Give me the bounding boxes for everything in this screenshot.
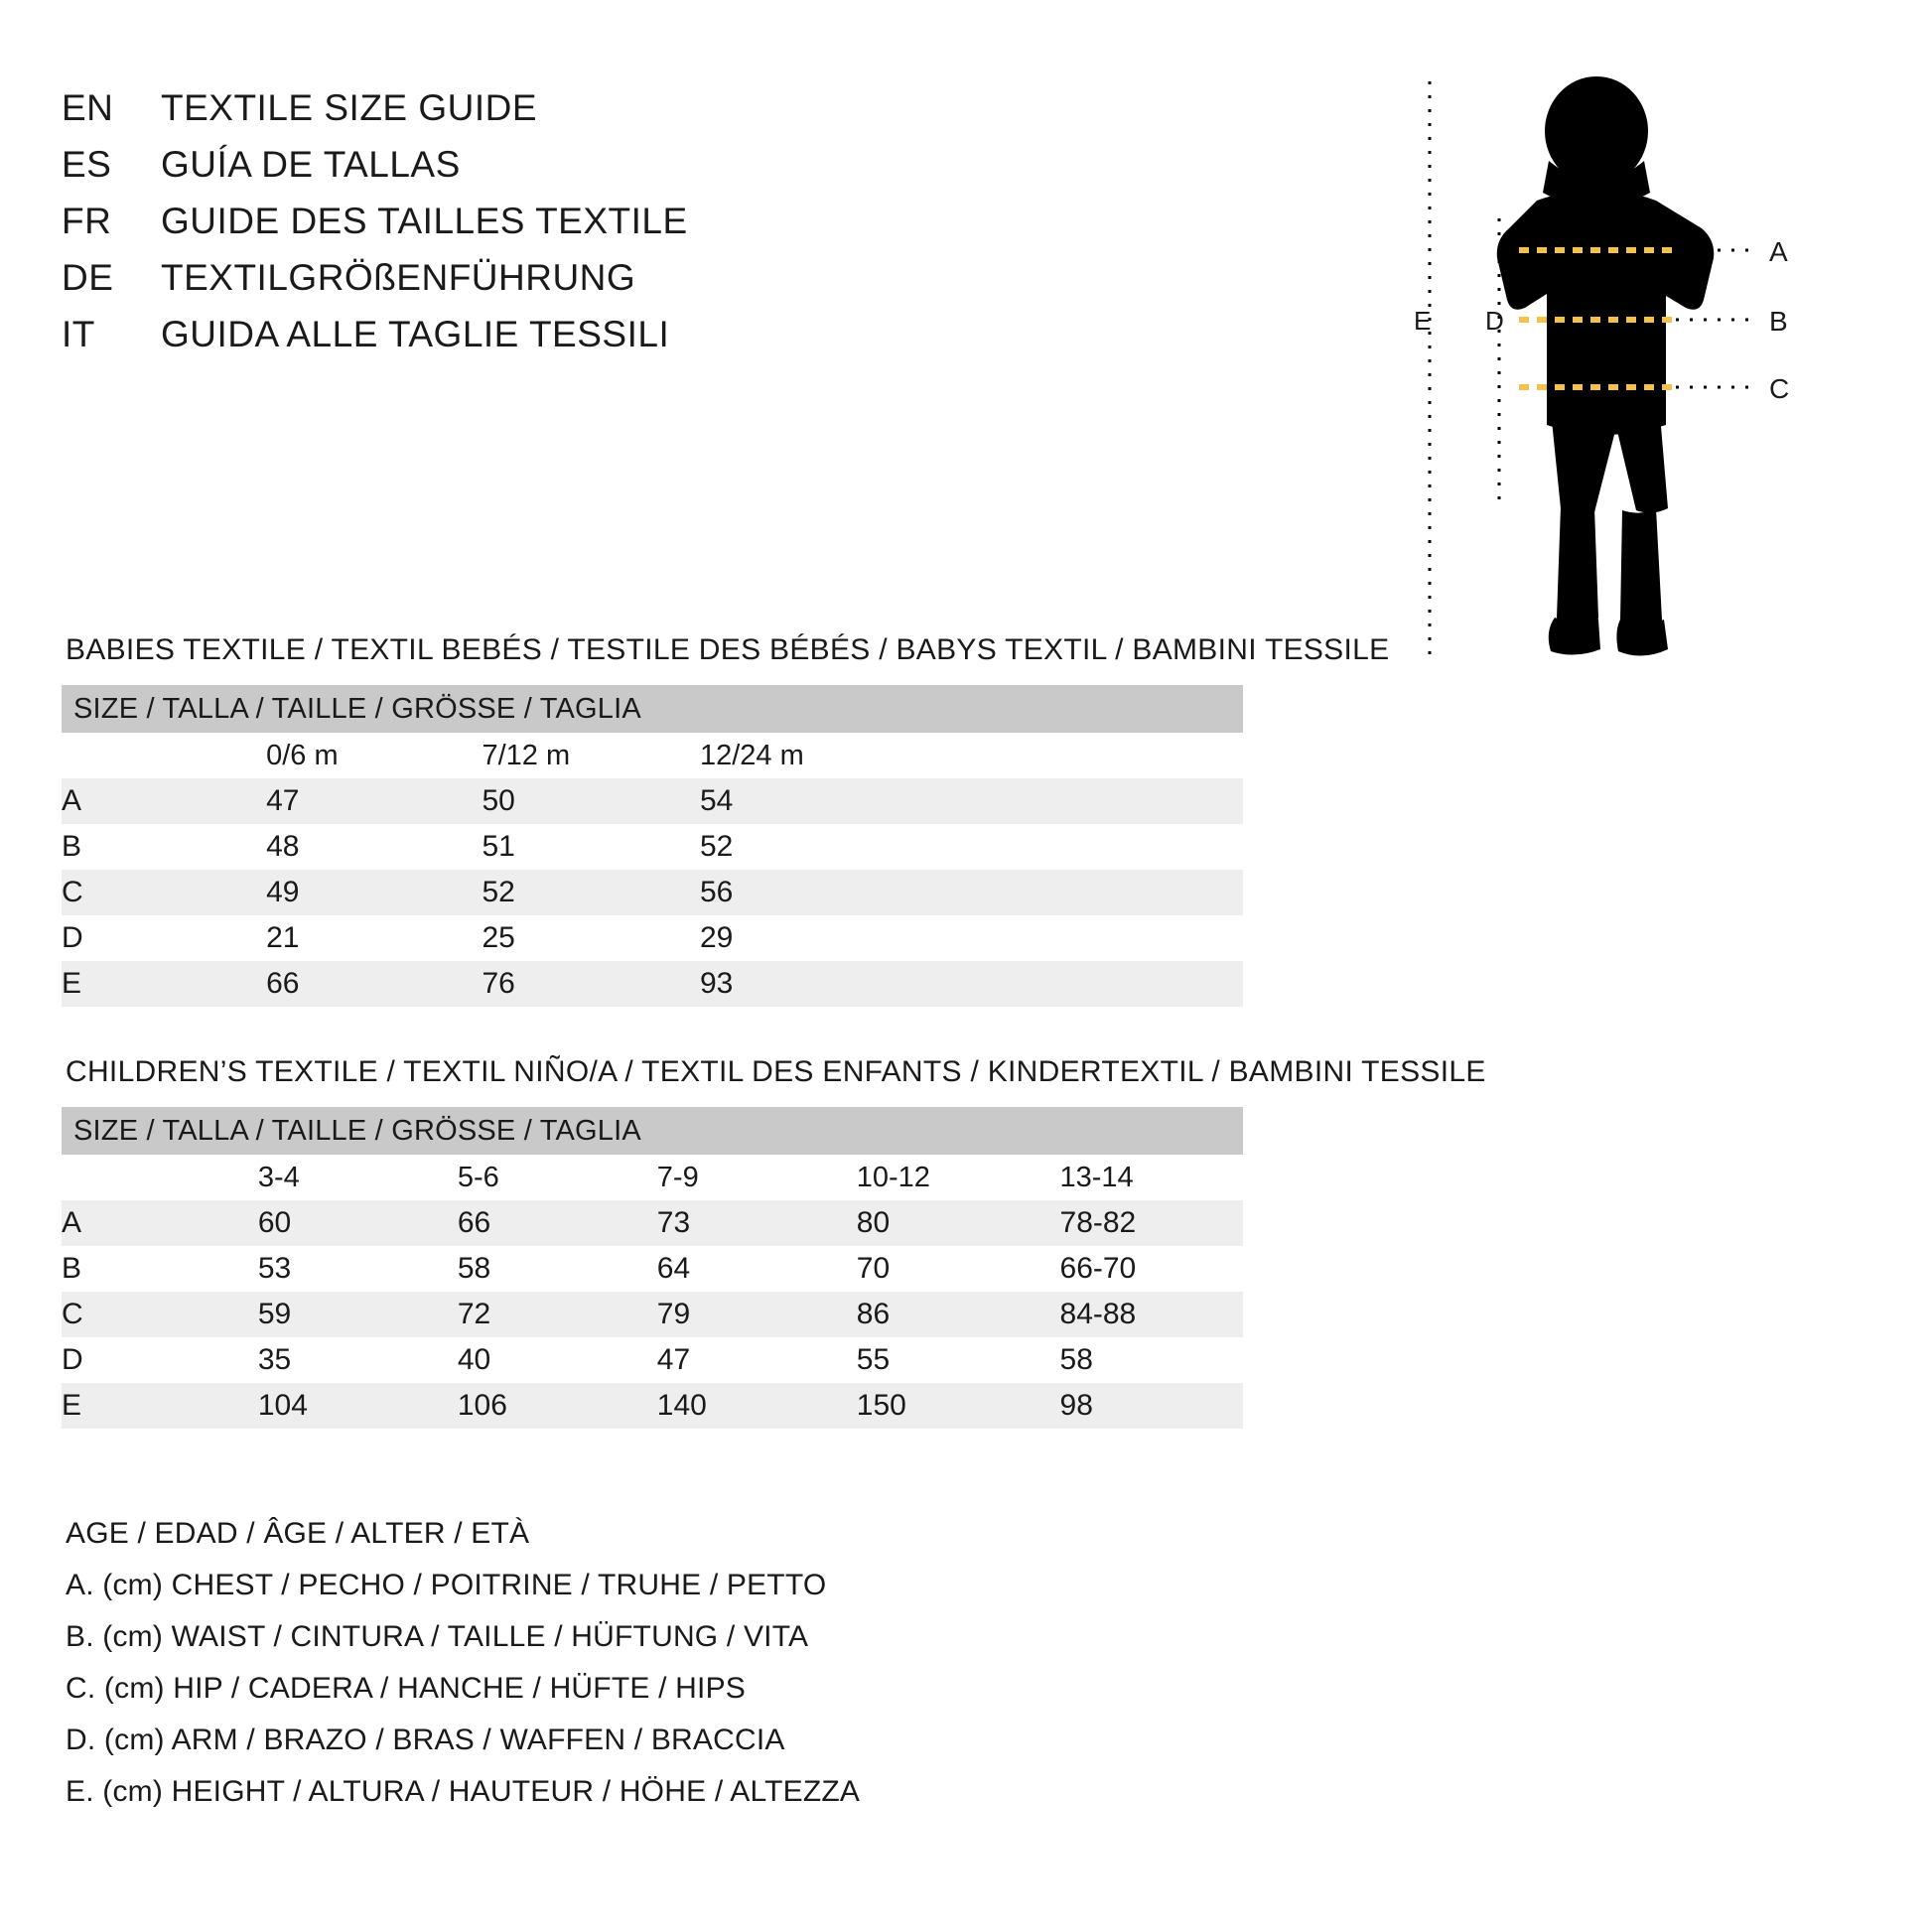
table-row <box>62 1383 1243 1429</box>
table-header-label: SIZE / TALLA / TAILLE / GRÖSSE / TAGLIA <box>62 685 1243 733</box>
row-value: 79 <box>627 1292 827 1337</box>
row-value: 21 <box>147 915 452 961</box>
table-row <box>62 961 1243 1007</box>
language-row <box>62 314 1104 370</box>
row-label: E <box>62 1383 139 1429</box>
language-title: GUÍA DE TALLAS <box>161 144 461 185</box>
row-label: D <box>62 915 147 961</box>
row-value: 49 <box>147 870 452 915</box>
column-header-row <box>62 1155 1243 1200</box>
babies-section-title: BABIES TEXTILE / TEXTIL BEBÉS / TESTILE DES BÉBÉS / BABYS TEXTIL / BAMBINI TESSILE <box>66 633 1390 666</box>
row-value: 104 <box>139 1383 428 1429</box>
row-label: C <box>62 1292 139 1337</box>
figure-label-b: B <box>1769 306 1788 337</box>
row-value: 84-88 <box>1031 1292 1243 1337</box>
language-title: TEXTILE SIZE GUIDE <box>161 87 538 128</box>
column-header: 12/24 m <box>670 733 1243 778</box>
row-label: A <box>62 778 147 824</box>
row-value: 48 <box>147 824 452 870</box>
row-value: 58 <box>428 1246 627 1292</box>
language-row <box>62 257 1104 314</box>
column-header: 0/6 m <box>147 733 452 778</box>
language-title: GUIDE DES TAILLES TEXTILE <box>161 201 688 241</box>
row-label: A <box>62 1200 139 1246</box>
table-row <box>62 870 1243 915</box>
row-label: B <box>62 1246 139 1292</box>
table-header-label: SIZE / TALLA / TAILLE / GRÖSSE / TAGLIA <box>62 1107 1243 1155</box>
legend-line: C. (cm) HIP / CADERA / HANCHE / HÜFTE / HIPS <box>66 1672 746 1705</box>
language-code: IT <box>62 314 95 354</box>
row-value: 66 <box>428 1200 627 1246</box>
row-value: 35 <box>139 1337 428 1383</box>
row-value: 70 <box>827 1246 1031 1292</box>
row-value: 52 <box>452 870 670 915</box>
column-header: 10-12 <box>827 1155 1031 1200</box>
child-silhouette <box>1497 76 1715 656</box>
row-value: 29 <box>670 915 1243 961</box>
figure-label-e: E <box>1414 306 1432 336</box>
table-row <box>62 1200 1243 1246</box>
column-header: 5-6 <box>428 1155 627 1200</box>
row-value: 76 <box>452 961 670 1007</box>
row-value: 59 <box>139 1292 428 1337</box>
row-value: 51 <box>452 824 670 870</box>
table-row <box>62 1337 1243 1383</box>
table-row <box>62 1246 1243 1292</box>
row-value: 55 <box>827 1337 1031 1383</box>
measurement-legend <box>66 1517 1257 1827</box>
column-header: 7/12 m <box>452 733 670 778</box>
row-value: 72 <box>428 1292 627 1337</box>
figure-label-a: A <box>1769 236 1788 267</box>
row-value: 86 <box>827 1292 1031 1337</box>
table-row <box>62 915 1243 961</box>
row-value: 47 <box>627 1337 827 1383</box>
corner-cell <box>62 733 147 778</box>
column-header: 13-14 <box>1031 1155 1243 1200</box>
row-value: 73 <box>627 1200 827 1246</box>
legend-line: B. (cm) WAIST / CINTURA / TAILLE / HÜFTUNG / VITA <box>66 1620 809 1653</box>
language-title-list <box>62 87 1104 370</box>
column-header: 3-4 <box>139 1155 428 1200</box>
row-value: 66-70 <box>1031 1246 1243 1292</box>
row-value: 93 <box>670 961 1243 1007</box>
language-code: ES <box>62 144 112 185</box>
legend-line: E. (cm) HEIGHT / ALTURA / HAUTEUR / HÖHE / ALTEZZA <box>66 1775 861 1808</box>
table-header-row <box>62 1107 1243 1155</box>
row-value: 50 <box>452 778 670 824</box>
language-title: TEXTILGRÖßENFÜHRUNG <box>161 257 636 298</box>
table-row <box>62 778 1243 824</box>
row-value: 40 <box>428 1337 627 1383</box>
row-value: 47 <box>147 778 452 824</box>
table-header-row <box>62 685 1243 733</box>
row-value: 56 <box>670 870 1243 915</box>
language-row <box>62 201 1104 257</box>
row-value: 25 <box>452 915 670 961</box>
row-label: D <box>62 1337 139 1383</box>
row-value: 106 <box>428 1383 627 1429</box>
row-value: 54 <box>670 778 1243 824</box>
table-row <box>62 824 1243 870</box>
row-value: 58 <box>1031 1337 1243 1383</box>
row-value: 80 <box>827 1200 1031 1246</box>
babies-size-table <box>62 685 1243 1007</box>
row-value: 60 <box>139 1200 428 1246</box>
row-value: 52 <box>670 824 1243 870</box>
figure-label-c: C <box>1769 373 1790 404</box>
language-row <box>62 87 1104 144</box>
row-value: 150 <box>827 1383 1031 1429</box>
row-value: 64 <box>627 1246 827 1292</box>
legend-line: A. (cm) CHEST / PECHO / POITRINE / TRUHE / PETTO <box>66 1569 827 1601</box>
measurement-figure <box>1410 69 1876 675</box>
row-label: E <box>62 961 147 1007</box>
children-section-title: CHILDREN’S TEXTILE / TEXTIL NIÑO/A / TEXTIL DES ENFANTS / KINDERTEXTIL / BAMBINI TESSILE <box>66 1055 1486 1088</box>
table-row <box>62 1292 1243 1337</box>
corner-cell <box>62 1155 139 1200</box>
row-value: 53 <box>139 1246 428 1292</box>
language-code: FR <box>62 201 112 241</box>
children-size-table <box>62 1107 1243 1429</box>
column-header-row <box>62 733 1243 778</box>
column-header: 7-9 <box>627 1155 827 1200</box>
legend-line: D. (cm) ARM / BRAZO / BRAS / WAFFEN / BRACCIA <box>66 1724 785 1756</box>
legend-line: AGE / EDAD / ÂGE / ALTER / ETÀ <box>66 1517 530 1550</box>
row-value: 66 <box>147 961 452 1007</box>
row-value: 140 <box>627 1383 827 1429</box>
language-title: GUIDA ALLE TAGLIE TESSILI <box>161 314 670 354</box>
figure-label-d: D <box>1485 306 1504 336</box>
row-value: 78-82 <box>1031 1200 1243 1246</box>
row-value: 98 <box>1031 1383 1243 1429</box>
language-row <box>62 144 1104 201</box>
language-code: EN <box>62 87 114 128</box>
row-label: B <box>62 824 147 870</box>
row-label: C <box>62 870 147 915</box>
language-code: DE <box>62 257 114 298</box>
